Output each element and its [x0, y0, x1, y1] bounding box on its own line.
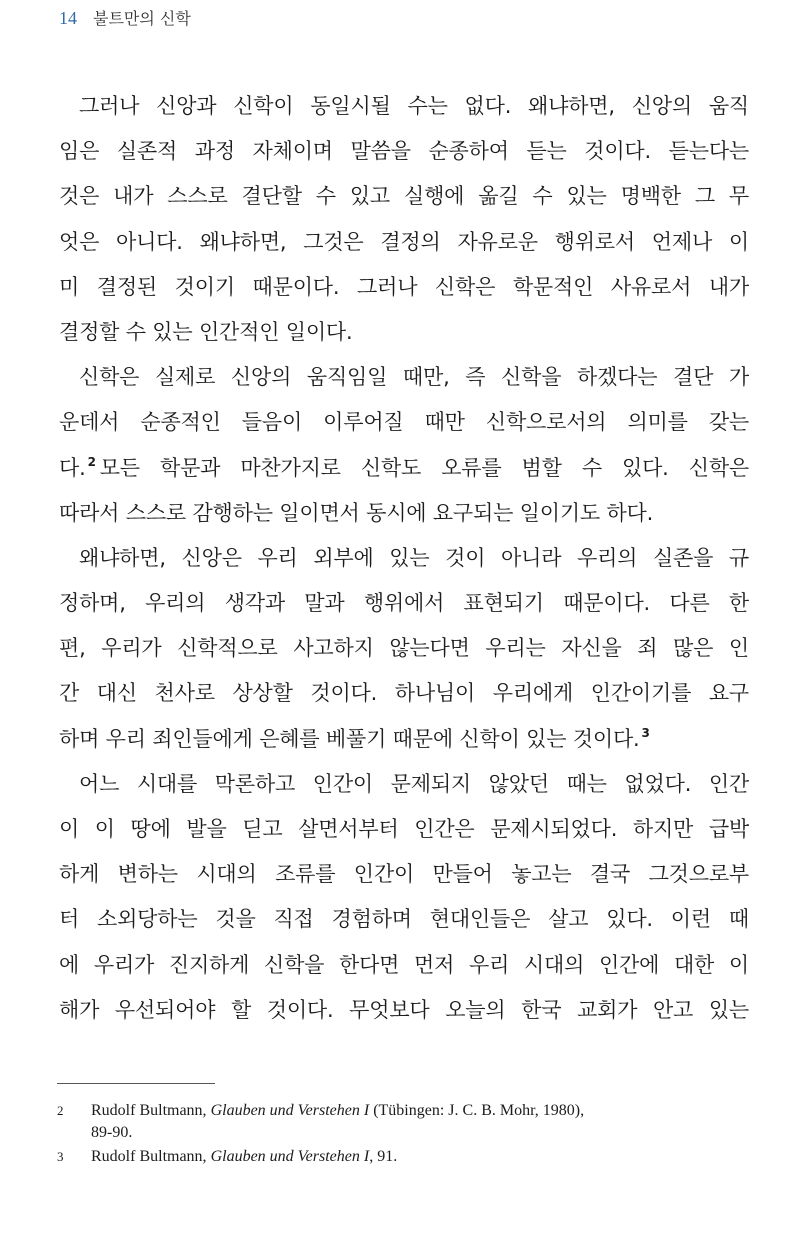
- text-fragment: 결정할 수 있는 인간적인 일이다.: [59, 319, 353, 344]
- text-line: [59, 355, 749, 400]
- text-line: [59, 762, 749, 807]
- footnote-publication: (Tübingen: J. C. B. Mohr, 1980),: [369, 1102, 585, 1119]
- text-fragment: 편, 우리가 신학적으로 사고하지 않는다면 우리는 자신을 죄 많은 인: [59, 636, 749, 661]
- text-fragment: 해가 우선되어야 할 것이다. 무엇보다 오늘의 한국 교회가 안고 있는: [59, 997, 749, 1022]
- footnote-text: [91, 1100, 584, 1144]
- text-line: [59, 626, 749, 671]
- text-line: [59, 446, 749, 491]
- text-line: [59, 84, 749, 129]
- text-fragment: 터 소외당하는 것을 직접 경험하며 현대인들은 살고 있다. 이런 때: [59, 907, 749, 932]
- text-fragment: 이 이 땅에 발을 딛고 살면서부터 인간은 문제시되었다. 하지만 급박: [59, 817, 749, 841]
- text-fragment: 하며 우리 죄인들에게 은혜를 베풀기 때문에 신학이 있는 것이다.: [59, 726, 640, 751]
- text-line: [59, 536, 749, 581]
- footnote-author: Rudolf Bultmann,: [91, 1102, 211, 1119]
- text-line: [59, 671, 749, 716]
- body-text: [59, 84, 749, 1033]
- text-fragment: 엇은 아니다. 왜냐하면, 그것은 결정의 자유로운 행위로서 언제나 이: [59, 229, 749, 254]
- footnote-reference[interactable]: 2: [87, 454, 96, 469]
- text-fragment: 하게 변하는 시대의 조류를 인간이 만들어 놓고는 결국 그것으로부: [59, 862, 749, 887]
- text-line: [59, 581, 749, 626]
- footnote-number: 3: [57, 1149, 64, 1164]
- text-fragment: 것은 내가 스스로 결단할 수 있고 실행에 옮길 수 있는 명백한 그 무: [59, 184, 750, 209]
- text-fragment: 왜냐하면, 신앙은 우리 외부에 있는 것이 아니라 우리의 실존을 규: [79, 545, 749, 570]
- text-fragment: 운데서 순종적인 들음이 이루어질 때만 신학으로서의 의미를 갖는: [59, 410, 749, 435]
- text-line: [59, 129, 749, 174]
- footnote-author: Rudolf Bultmann,: [91, 1148, 211, 1165]
- text-line: [59, 491, 749, 536]
- footnote-pages: , 91.: [369, 1148, 398, 1165]
- footnote-book-title: Glauben und Verstehen I: [210, 1102, 370, 1119]
- text-line: [59, 717, 749, 762]
- footnote-3: [57, 1146, 697, 1168]
- text-fragment: 에 우리가 진지하게 신학을 한다면 먼저 우리 시대의 인간에 대한 이: [59, 952, 749, 977]
- footnotes: [57, 1100, 697, 1170]
- text-line: [59, 220, 749, 265]
- footnote-pages: 89-90.: [91, 1124, 133, 1141]
- text-line: [59, 400, 749, 445]
- text-line: [59, 265, 749, 310]
- footnote-book-title: Glauben und Verstehen I: [210, 1148, 370, 1165]
- text-line: [59, 310, 749, 355]
- text-fragment: 간 대신 천사로 상상할 것이다. 하나님이 우리에게 인간이기를 요구: [59, 681, 749, 706]
- text-fragment: 그러나 신앙과 신학이 동일시될 수는 없다. 왜냐하면, 신앙의 움직: [79, 94, 749, 118]
- footnote-divider: [57, 1083, 215, 1084]
- text-fragment: 미 결정된 것이기 때문이다. 그러나 신학은 학문적인 사유로서 내가: [59, 274, 749, 299]
- text-fragment: 따라서 스스로 감행하는 일이면서 동시에 요구되는 일이기도 하다.: [59, 500, 654, 525]
- text-line: [59, 897, 749, 942]
- text-line: [59, 943, 749, 988]
- running-title: 불트만의 신학: [93, 9, 191, 28]
- text-line: [59, 174, 749, 219]
- footnote-2: [57, 1100, 697, 1144]
- text-line: [59, 988, 749, 1033]
- footnote-reference[interactable]: 3: [641, 725, 650, 740]
- text-fragment: 신학은 실제로 신앙의 움직임일 때만, 즉 신학을 하겠다는 결단 가: [79, 365, 749, 390]
- text-line: [59, 807, 749, 852]
- footnote-text: [91, 1146, 397, 1168]
- text-fragment: 모든 학문과 마찬가지로 신학도 오류를 범할 수 있다. 신학은: [99, 455, 749, 480]
- page-number: 14: [59, 8, 77, 28]
- text-line: [59, 852, 749, 897]
- text-fragment: 어느 시대를 막론하고 인간이 문제되지 않았던 때는 없었다. 인간: [79, 771, 749, 796]
- running-head: [59, 6, 191, 31]
- footnote-number: 2: [57, 1103, 64, 1118]
- text-fragment: 임은 실존적 과정 자체이며 말씀을 순종하여 듣는 것이다. 듣는다는: [59, 139, 749, 164]
- text-fragment: 정하며, 우리의 생각과 말과 행위에서 표현되기 때문이다. 다른 한: [59, 591, 749, 616]
- text-fragment: 다.: [59, 455, 86, 480]
